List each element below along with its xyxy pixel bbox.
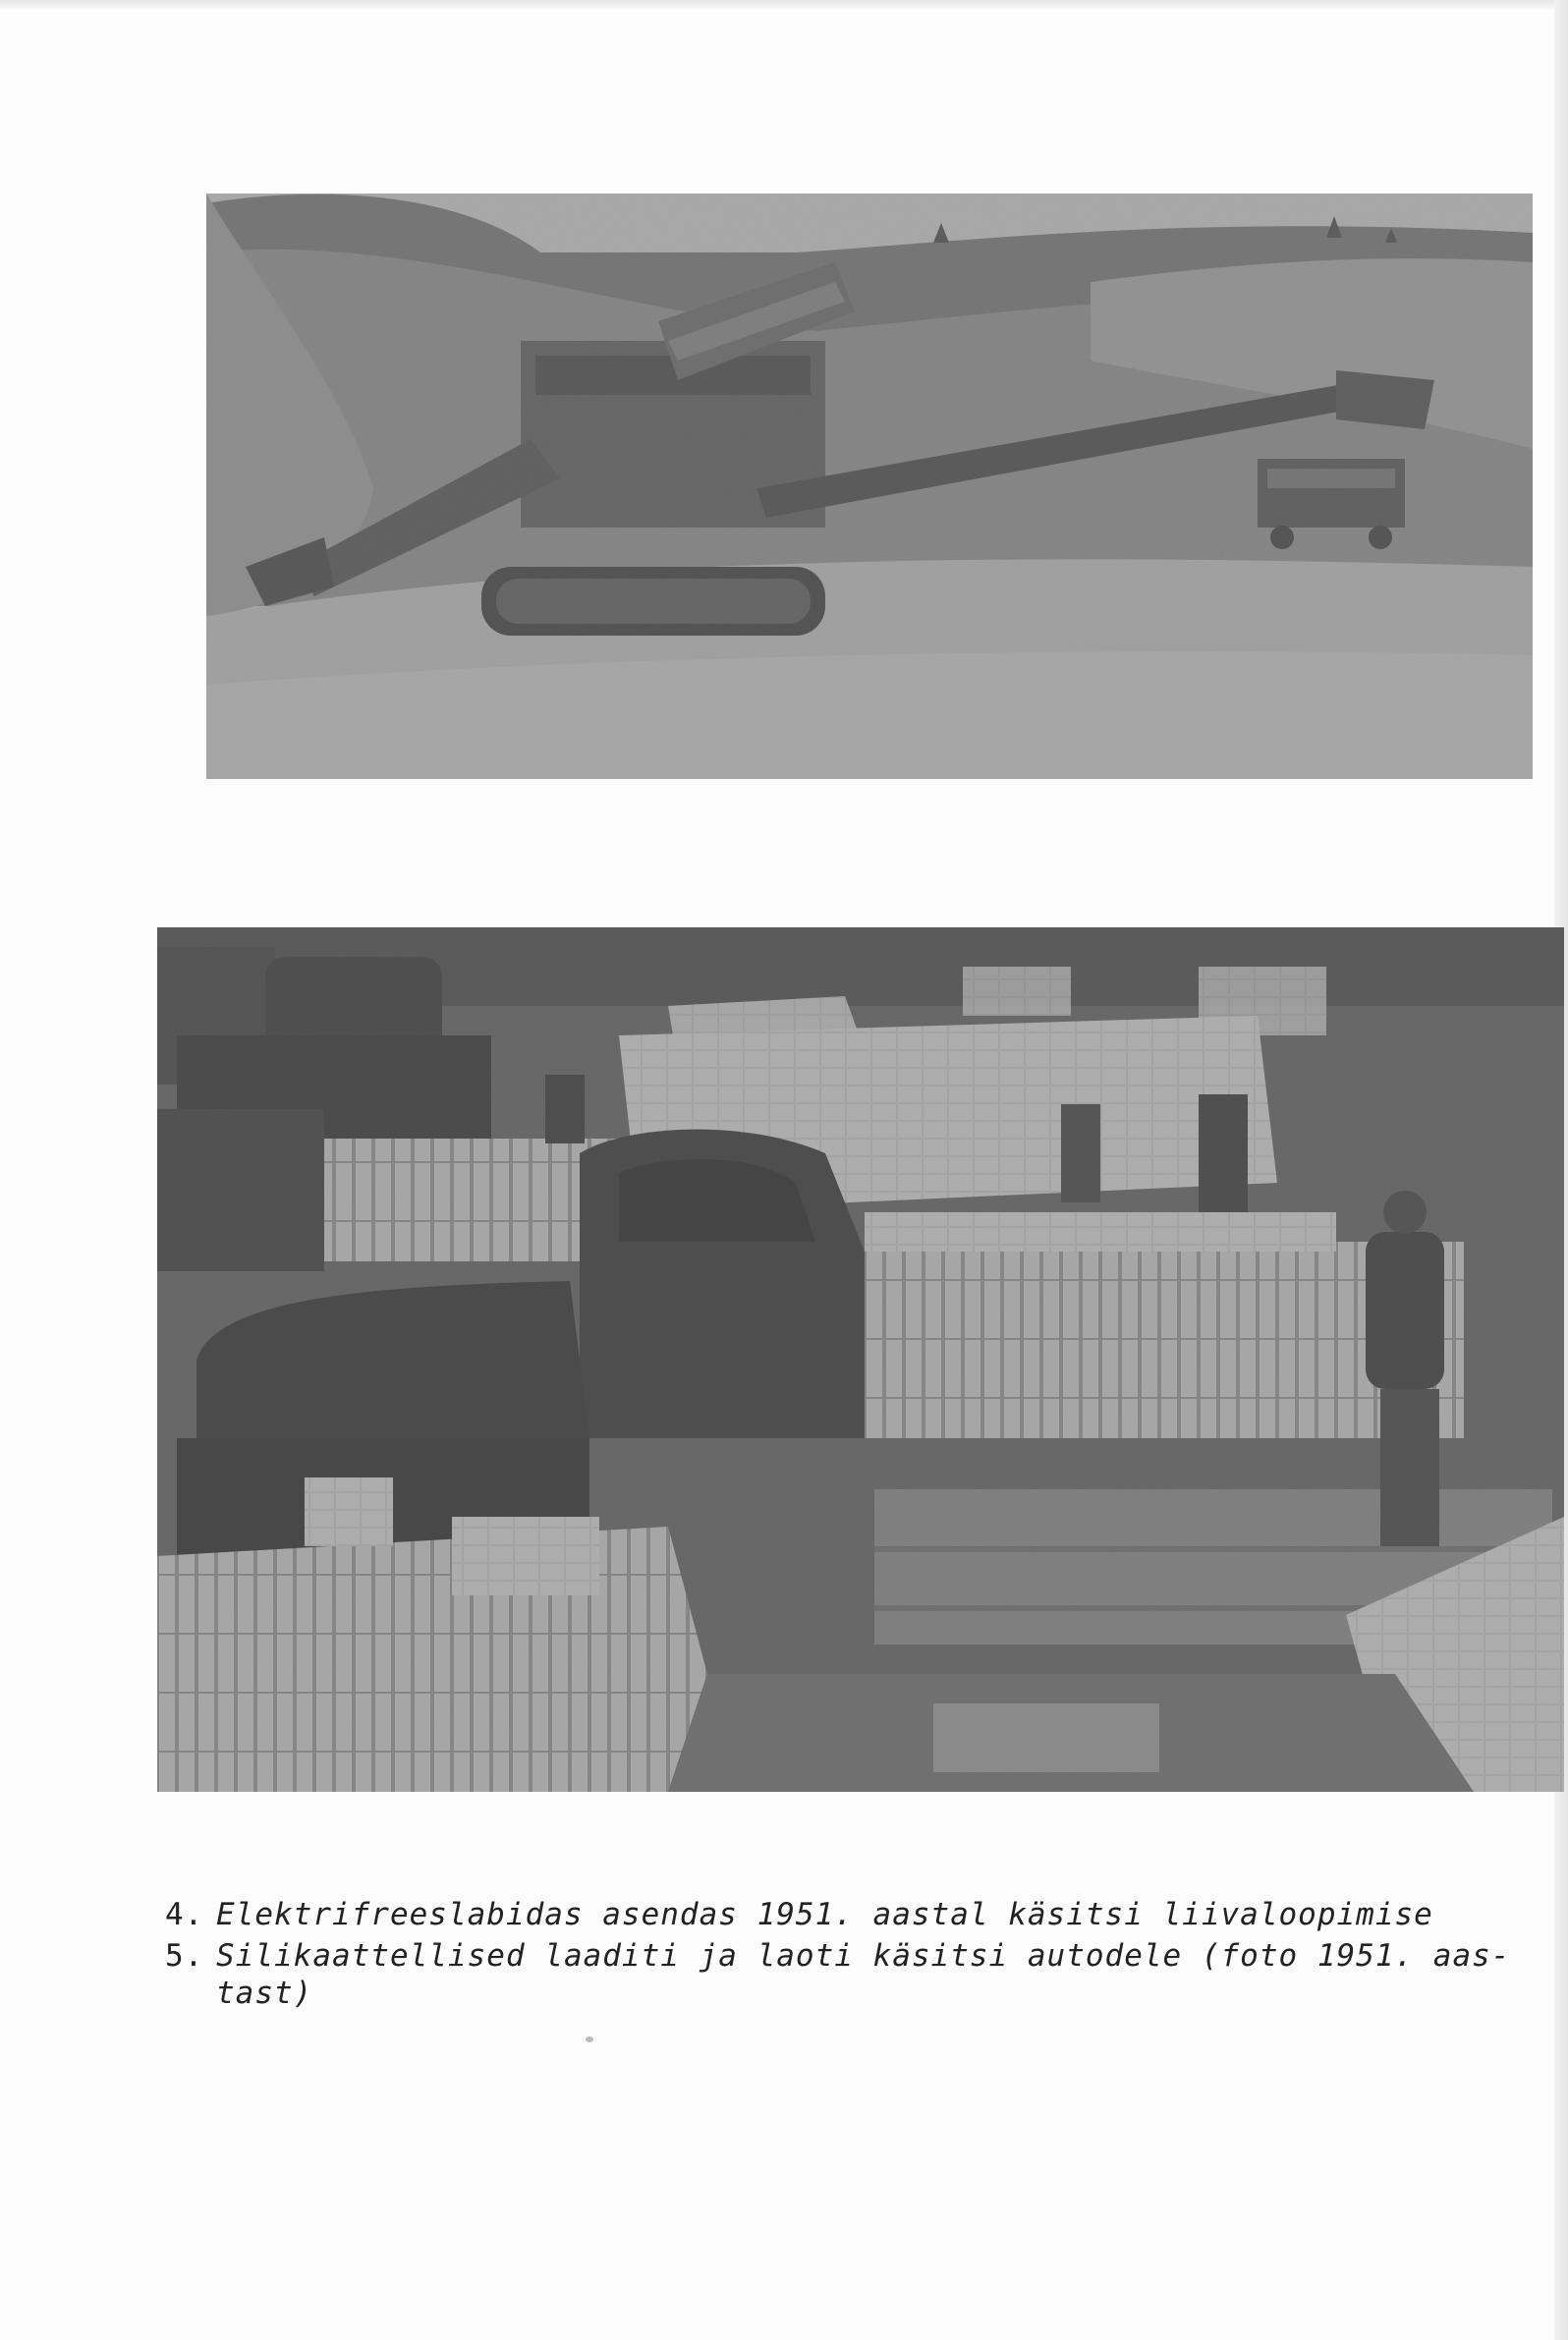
scan-speck bbox=[586, 2036, 593, 2042]
caption-text: Elektrifreeslabidas asendas 1951. aastal käsitsi liivaloopimise bbox=[216, 1897, 1433, 1932]
figure-captions bbox=[165, 1896, 1540, 2016]
caption-text: Silikaattellised laaditi ja laoti käsitsi autodele (foto 1951. aas- tast) bbox=[216, 1938, 1511, 2011]
caption-4 bbox=[165, 1896, 1540, 1933]
sand-screening-excavator-photo bbox=[206, 194, 1533, 779]
scan-edge-top bbox=[0, 0, 1568, 10]
caption-number: 5. bbox=[165, 1938, 204, 1974]
caption-5 bbox=[165, 1937, 1540, 2012]
brick-loading-truck-photo bbox=[157, 927, 1564, 1792]
caption-number: 4. bbox=[165, 1897, 204, 1932]
